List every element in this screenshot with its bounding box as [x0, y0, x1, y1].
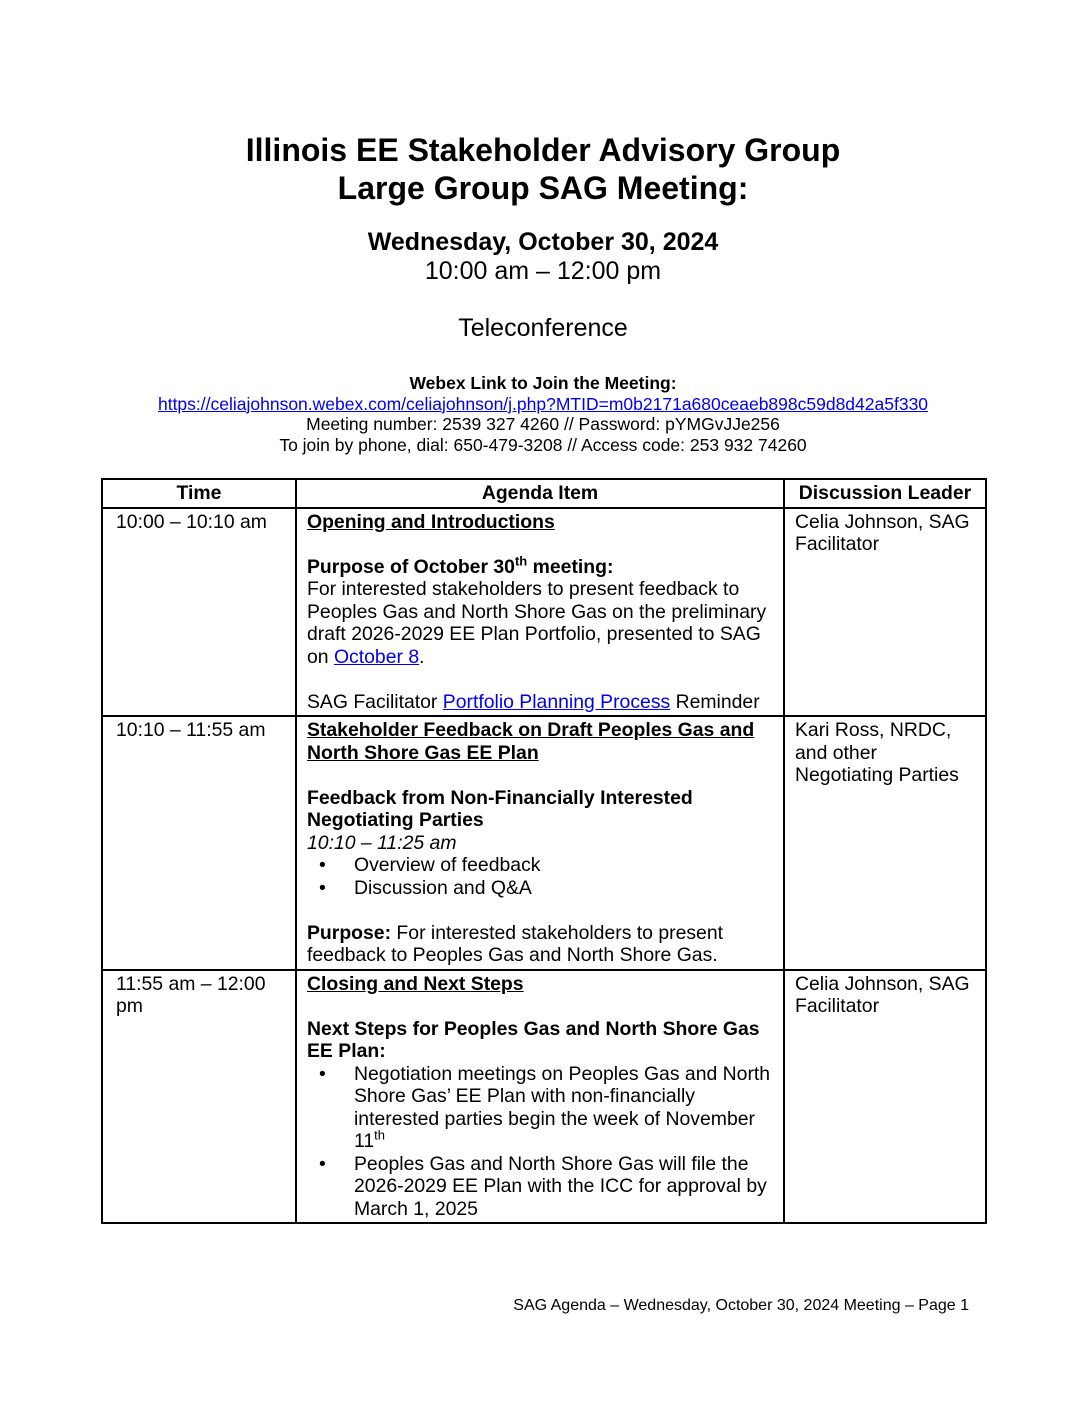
- bullet-icon: •: [319, 876, 326, 899]
- feedback-sub-time: 10:10 – 11:25 am: [307, 831, 457, 854]
- bullet-item: [307, 1153, 779, 1221]
- document-title-line2: Large Group SAG Meeting:: [337, 170, 749, 206]
- webex-join-link[interactable]: https://celiajohnson.webex.com/celiajohnson/j.php?MTID=m0b2171a680ceaeb898c59d8d42a5f330: [157, 393, 929, 414]
- leader-cell: Kari Ross, NRDC, and other Negotiating Parties: [784, 716, 986, 970]
- document-title: [101, 131, 985, 207]
- agenda-cell-closing: [296, 970, 784, 1224]
- blank-line: [307, 995, 779, 1018]
- bullet-text: Overview of feedback: [354, 854, 541, 876]
- reminder-paragraph: [307, 691, 779, 714]
- time-cell: 11:55 am – 12:00 pm: [102, 970, 296, 1224]
- webex-link-line: [101, 394, 985, 415]
- ordinal-superscript: th: [374, 1127, 385, 1143]
- next-steps-subheading: Next Steps for Peoples Gas and North Shore Gas EE Plan:: [307, 1017, 760, 1062]
- bullet-icon: •: [319, 854, 326, 876]
- bullet-item: [307, 854, 779, 877]
- bullet-item: [307, 1063, 779, 1153]
- bullet-text: [354, 1063, 779, 1153]
- reminder-suffix: Reminder: [670, 690, 760, 713]
- purpose-paragraph: [307, 578, 779, 668]
- purpose-body-period: .: [419, 645, 425, 668]
- purpose-body-text: For interested stakeholders to present feedback to Peoples Gas and North Shore Gas on the preliminary draft 2026-2029 EE Plan Portfolio, presented to SAG on: [307, 578, 767, 668]
- purpose-text: For interested stakeholders to present feedback to Peoples Gas and North Shore Gas.: [307, 921, 724, 966]
- leader-cell: Celia Johnson, SAG Facilitator: [784, 970, 986, 1224]
- blank-line: [307, 899, 779, 922]
- feedback-subheading: Feedback from Non-Financially Interested Negotiating Parties: [307, 786, 693, 831]
- table-row-closing: [102, 970, 986, 1224]
- meeting-time: 10:00 am – 12:00 pm: [424, 257, 662, 285]
- page-footer: SAG Agenda – Wednesday, October 30, 2024 Meeting – Page 1: [513, 1297, 969, 1314]
- col-header-discussion-leader: Discussion Leader: [784, 479, 986, 508]
- webex-heading: Webex Link to Join the Meeting:: [409, 373, 677, 393]
- purpose-paragraph: [307, 922, 779, 967]
- blank-line: [307, 668, 779, 691]
- agenda-cell-opening: [296, 508, 784, 717]
- webex-meeting-number-line: Meeting number: 2539 327 4260 // Password: pYMGvJJe256: [306, 414, 780, 434]
- bullet-text: Discussion and Q&A: [354, 876, 532, 899]
- blank-line: [307, 533, 779, 556]
- bullet-text-body: Negotiation meetings on Peoples Gas and North Shore Gas’ EE Plan with non-financially interested parties begin the week of November 11: [354, 1062, 771, 1152]
- meeting-format: Teleconference: [458, 314, 628, 342]
- purpose-heading: [307, 553, 779, 579]
- reminder-prefix: SAG Facilitator: [307, 690, 443, 713]
- agenda-table: [101, 478, 987, 1224]
- october-8-link[interactable]: October 8: [333, 645, 420, 668]
- col-header-agenda-item: Agenda Item: [296, 479, 784, 508]
- webex-info: [101, 373, 985, 455]
- meeting-datetime: [101, 228, 985, 286]
- bullet-text: Peoples Gas and North Shore Gas will file the 2026-2029 EE Plan with the ICC for approval by March 1, 2025: [354, 1152, 767, 1220]
- agenda-cell-stakeholder-feedback: [296, 716, 784, 970]
- ordinal-superscript: th: [514, 553, 528, 569]
- time-cell: 10:10 – 11:55 am: [102, 716, 296, 970]
- purpose-label: Purpose:: [307, 921, 392, 944]
- col-header-time: Time: [102, 479, 296, 508]
- agenda-item-title: Opening and Introductions: [307, 510, 555, 533]
- time-cell: 10:00 – 10:10 am: [102, 508, 296, 717]
- document-title-line1: Illinois EE Stakeholder Advisory Group: [245, 132, 841, 168]
- leader-cell: Celia Johnson, SAG Facilitator: [784, 508, 986, 717]
- table-row-stakeholder-feedback: [102, 716, 986, 970]
- purpose-heading-text: Purpose of October 30: [307, 555, 515, 578]
- agenda-header-row: [102, 479, 986, 508]
- bullet-item: [307, 877, 779, 900]
- meeting-date: Wednesday, October 30, 2024: [367, 228, 719, 256]
- table-row-opening: [102, 508, 986, 717]
- blank-line: [307, 764, 779, 787]
- agenda-item-title: Stakeholder Feedback on Draft Peoples Gas and North Shore Gas EE Plan: [307, 719, 755, 764]
- bullet-icon: •: [319, 1152, 326, 1175]
- purpose-heading-suffix: meeting:: [527, 555, 614, 578]
- agenda-item-title: Closing and Next Steps: [307, 972, 524, 995]
- portfolio-planning-process-link[interactable]: Portfolio Planning Process: [442, 690, 671, 713]
- bullet-icon: •: [319, 1062, 326, 1085]
- webex-phone-line: To join by phone, dial: 650-479-3208 // Access code: 253 932 74260: [279, 434, 807, 455]
